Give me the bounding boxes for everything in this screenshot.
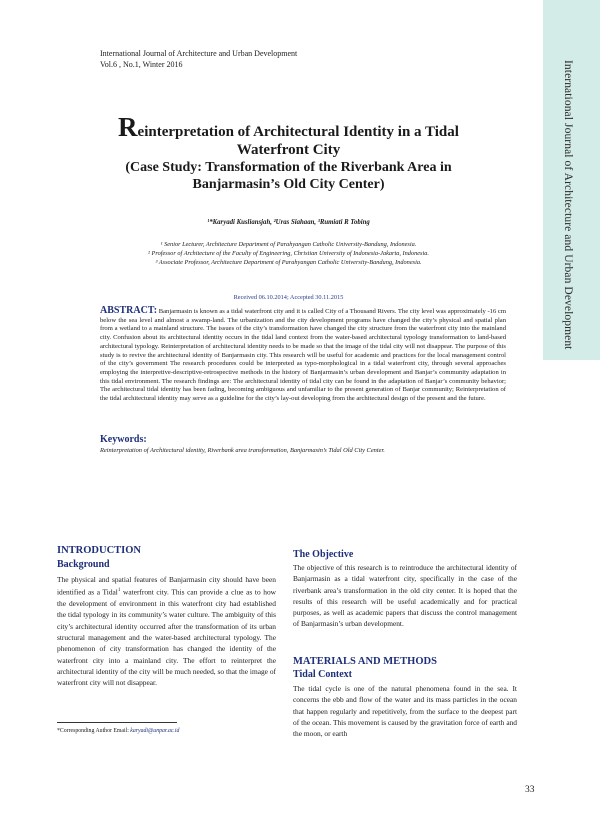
intro-text-a: The physical and spatial features of Banjarmasin city should have been identified as a Tidal (57, 575, 276, 597)
methods-heading: MATERIALS AND METHODS (293, 656, 437, 667)
affiliation-3: ³ Associate Professor, Architecture Department of Parahyangan Catholic University-Bandung, Indonesia. (155, 259, 422, 266)
corresponding-email: karyadi@unpar.ac.id (130, 728, 180, 734)
journal-header (100, 48, 297, 70)
sidebar-journal-name: International Journal of Architecture and Urban Development (562, 60, 574, 350)
title-line-4: Banjarmasin’s Old City Center) (192, 177, 385, 192)
affiliation-1: ¹ Senior Lecturer, Architecture Department of Parahyangan Catholic University-Bandung, Indonesia. (160, 241, 417, 248)
methods-text: The tidal cycle is one of the natural phenomena found in the sea. It concerns the ebb and flow of the water and its mass particles in the ocean that happen regularly and repetitively, from the surface to the deepest part of the ocean. This movement is caused by the gravitation force of earth and the moon, or earth (293, 684, 517, 739)
title-line-2: Waterfront City (236, 142, 341, 158)
keywords-heading: Keywords: (100, 434, 147, 445)
introduction-text (57, 574, 276, 688)
objective-text: The objective of this research is to reintroduce the architectural identity of Banjarmasin as a tidal waterfront city, specifically in the case of the riverbank area’s transformation in the old city center. It is hoped that the results of this research will be useful academically and for practical purposes, as well as academic papers that discuss the control management of Banjarmasin’s urban development. (293, 563, 517, 629)
received-date: Received 06.10.2014; Accepted 30.11.2015 (233, 294, 344, 301)
journal-name: International Journal of Architecture and Urban Development (100, 49, 298, 58)
introduction-heading: INTRODUCTION (57, 545, 142, 556)
footnote-ref: 1 (117, 588, 121, 594)
keywords-text: Reinterpretation of Architectural identity, Riverbank area transformation, Banjarmasin’s Tidal Old City Center. (100, 447, 385, 454)
intro-text-b: waterfront city. This can provide a clue as to how the development of environment in this waterfront city had established the tidal typology in its community’s water culture. The ambiguity of this city’s architectural identity occurred after the transformation of its urban structural management and the water-based architectural typology. The phenomenon of city transformation has changed the identity of the waterfront city into a mainland city. The effort to reinterpret the architectural identity of the city will be much needed, so that the image of waterfront city will not disappear. (57, 587, 277, 688)
objective-heading: The Objective (293, 549, 354, 560)
title-drop-letter: R (118, 112, 138, 142)
footnote-divider (57, 722, 177, 723)
abstract (100, 307, 506, 404)
abstract-text: Banjarmasin is known as a tidal waterfront city and it is called City of a Thousand Rivers. The city level was approximately -16 cm below the sea level and almost a swamp-land. The urbanization and the city development programs have changed the city’s physical and spatial plan from a wetland to a mainland structure. The issues of the city’s transformation have changed the city structure from the waterfront city into the mainland city. Confusion about its architectural identity occurs in the tidal land context from the water-based architectural typology transformation to land-based architectural typology. Reinterpretation of architectural identity needs to be made so that the image of the tidal city will not disappear. The purpose of this study is to revive the architectural identity of Banjarmasin city. This research will be useful for academic and practices for the local management control of the city’s government The research procedures could be interpreted as typo-morphological in a tidal waterfront city, through several approaches employing the interpretive-descriptive-retrospective methods in the history of Banjarmasin’s urban development and Banjar’s community adaptation in this tidal environment. The research findings are: The architectural identity of tidal city can be found in the adaptation of Banjar’s community behavior; The architectural tidal identity has been fading, becoming ambiguous and unfamiliar to the present generation of Banjar community; Reinterpretation of the tidal architectural identity may serve as a guideline for the city’s lay-out developing from the architectural design of the present and the future. (100, 308, 506, 403)
authors: ¹*Karyadi Kusliansjah, ²Uras Siahaan, ³Rumiati R Tobing (207, 219, 370, 226)
affiliation-2: ² Professor of Architecture of the Faculty of Engineering, Christian University of Indonesia-Jakarta, Indonesia. (148, 250, 429, 257)
paper-title (60, 112, 517, 193)
title-line-3: (Case Study: Transformation of the Riverbank Area in (125, 160, 452, 175)
footnote-label: *Corresponding Author Email: (57, 728, 131, 734)
page-number: 33 (525, 785, 535, 795)
sidebar (543, 0, 600, 824)
affiliations (60, 240, 517, 267)
tidal-context-heading: Tidal Context (293, 669, 352, 680)
footnote (57, 728, 179, 734)
background-heading: Background (57, 559, 110, 570)
title-line-1: einterpretation of Architectural Identity in a Tidal (137, 124, 459, 140)
abstract-label: ABSTRACT: (100, 305, 158, 316)
journal-issue: Vol.6 , No.1, Winter 2016 (100, 60, 183, 69)
